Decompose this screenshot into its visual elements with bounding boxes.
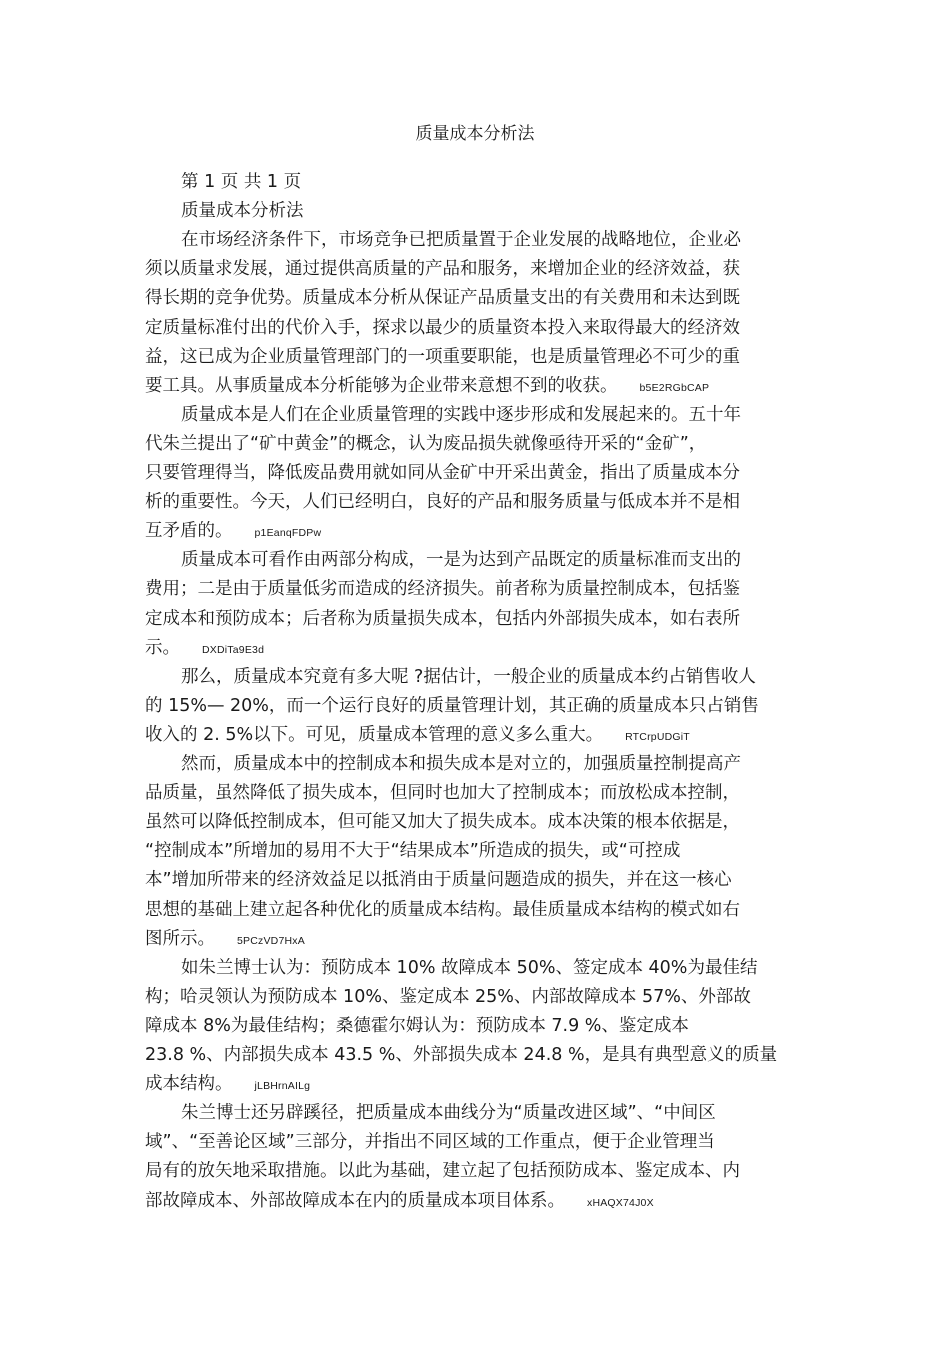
paragraph-line: 如朱兰博士认为：预防成本 10% 故障成本 50%、签定成本 40%为最佳结 [181,957,758,978]
paragraph-code: b5E2RGbCAP [639,381,710,394]
paragraph-line: 的 15%— 20%，而一个运行良好的质量管理计划，其正确的质量成本只占销售 [145,695,759,716]
paragraph-code: DXDiTa9E3d [202,643,265,656]
paragraph-line: 要工具。从事质量成本分析能够为企业带来意想不到的收获。 b5E2RGbCAP [145,375,710,396]
paragraph-line: 互矛盾的。 p1EanqFDPw [145,521,322,542]
paragraph-line: 定成本和预防成本；后者称为质量损失成本，包括内外部损失成本，如右表所 [145,608,740,629]
paragraph-line: 那么，质量成本究竟有多大呢 ?据估计，一般企业的质量成本约占销售收人 [181,666,756,687]
paragraph-line: 部故障成本、外部故障成本在内的质量成本项目体系。 xHAQX74J0X [145,1190,654,1211]
paragraph-code: xHAQX74J0X [587,1196,654,1209]
paragraph-code: RTCrpUDGiT [625,730,690,743]
paragraph-line: 图所示。 5PCzVD7HxA [145,928,305,949]
paragraph-line: 须以质量求发展，通过提供高质量的产品和服务，来增加企业的经济效益，获 [145,259,740,280]
paragraph-line: 费用；二是由于质量低劣而造成的经济损失。前者称为质量控制成本，包括鉴 [145,579,740,600]
paragraph-line: 思想的基础上建立起各种优化的质量成本结构。最佳质量成本结构的模式如右 [145,899,740,920]
paragraph-line: 示。 DXDiTa9E3d [145,637,265,658]
paragraph-line: 品质量，虽然降低了损失成本，但同时也加大了控制成本；而放松成本控制， [145,783,740,804]
paragraph-code: 5PCzVD7HxA [237,934,305,947]
page-indicator: 第 1 页 共 1 页 [181,172,302,192]
paragraph-line: “控制成本”所增加的易用不大于“结果成本”所造成的损失，或“可控成 [145,841,681,862]
paragraph-line: 构；哈灵领认为预防成本 10%、鉴定成本 25%、内部故障成本 57%、外部故 [145,986,751,1007]
document-title: 质量成本分析法 [415,124,535,144]
paragraph-line: 23.8 %、内部损失成本 43.5 %、外部损失成本 24.8 %，是具有典型意义的质量 [145,1045,778,1065]
paragraph-line: 定质量标准付出的代价入手，探求以最少的质量资本投入来取得最大的经济效 [145,317,740,338]
document-subtitle: 质量成本分析法 [181,201,304,222]
paragraph-line: 只要管理得当，降低废品费用就如同从金矿中开采出黄金，指出了质量成本分 [145,463,740,483]
paragraph-line: 质量成本可看作由两部分构成，一是为达到产品既定的质量标准而支出的 [181,550,741,571]
paragraph-code: p1EanqFDPw [254,527,322,540]
paragraph-line: 朱兰博士还另辟蹊径，把质量成本曲线分为“质量改进区域”、“中间区 [181,1103,716,1124]
paragraph-line: 收入的 2. 5%以下。可见，质量成本管理的意义多么重大。 RTCrpUDGiT [145,724,690,745]
paragraph-line: 益，这已成为企业质量管理部门的一项重要职能，也是质量管理必不可少的重 [145,346,740,367]
paragraph-code: jLBHrnAILg [254,1080,311,1093]
paragraph-line: 成本结构。 jLBHrnAILg [145,1074,311,1095]
paragraph-line: 质量成本是人们在企业质量管理的实践中逐步形成和发展起来的。五十年 [181,404,741,425]
paragraph-line: 虽然可以降低控制成本，但可能又加大了损失成本。成本决策的根本依据是， [145,812,740,833]
paragraph-line: 析的重要性。今天，人们已经明白，良好的产品和服务质量与低成本并不是相 [145,492,740,513]
paragraph-line: 局有的放矢地采取措施。以此为基础，建立起了包括预防成本、鉴定成本、内 [145,1161,740,1182]
paragraph-line: 本”增加所带来的经济效益足以抵消由于质量问题造成的损失，并在这一核心 [145,870,732,891]
paragraph-line: 得长期的竞争优势。质量成本分析从保证产品质量支出的有关费用和未达到既 [145,288,740,309]
paragraph-line: 域”、“至善论区域”三部分，并指出不同区域的工作重点，便于企业管理当 [145,1132,715,1153]
paragraph-line: 代朱兰提出了“矿中黄金”的概念，认为废品损失就像亟待开采的“金矿”， [145,433,707,454]
paragraph-line: 在市场经济条件下，市场竞争已把质量置于企业发展的战略地位，企业必 [181,230,741,251]
paragraph-line: 障成本 8%为最佳结构；桑德霍尔姆认为：预防成本 7.9 %、鉴定成本 [145,1015,689,1036]
paragraph-line: 然而，质量成本中的控制成本和损失成本是对立的，加强质量控制提高产 [181,754,741,774]
